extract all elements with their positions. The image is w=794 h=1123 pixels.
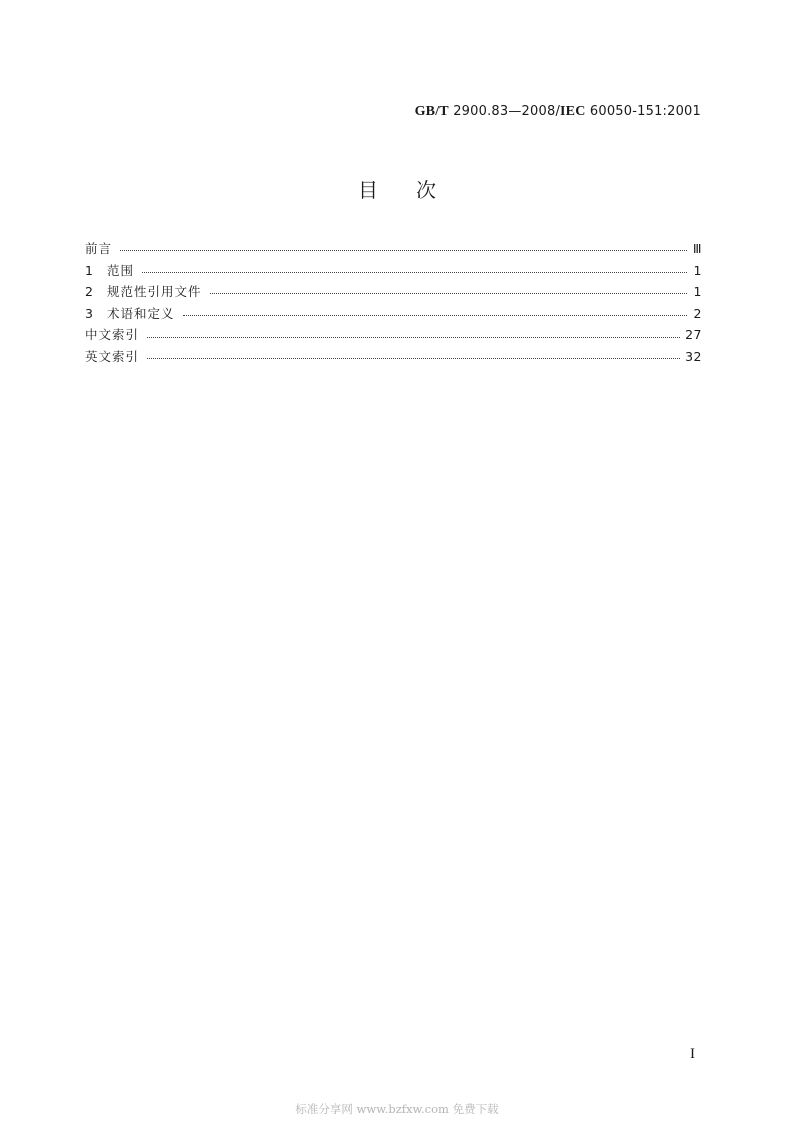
iec-code: 60050-151:2001 bbox=[589, 104, 701, 119]
standard-prefix: GB/T bbox=[414, 104, 449, 119]
toc-entry-foreword[interactable] bbox=[85, 238, 702, 260]
document-header bbox=[415, 104, 701, 120]
toc-entry-page: 32 bbox=[685, 348, 702, 364]
toc-entry-label: 英文索引 bbox=[85, 348, 140, 364]
toc-entry-page: 27 bbox=[685, 327, 702, 343]
standard-code: 2900.83—2008/ bbox=[453, 104, 561, 119]
toc-entry-page: 1 bbox=[693, 284, 702, 300]
toc-entry-english-index[interactable] bbox=[85, 346, 702, 368]
watermark-text: 标准分享网 www.bzfxw.com 免费下载 bbox=[295, 1102, 499, 1116]
toc-entry-number: 2 bbox=[85, 284, 93, 300]
toc-entry-scope[interactable] bbox=[85, 260, 702, 282]
toc-leader-dots bbox=[147, 337, 680, 338]
toc-entry-label: 中文索引 bbox=[85, 327, 140, 343]
toc-entry-label: 规范性引用文件 bbox=[107, 284, 202, 300]
toc-entry-label: 术语和定义 bbox=[107, 305, 175, 321]
toc-leader-dots bbox=[142, 272, 687, 273]
toc-entry-chinese-index[interactable] bbox=[85, 324, 702, 346]
toc-entry-label: 范围 bbox=[107, 262, 135, 278]
page-number: I bbox=[690, 1046, 695, 1062]
toc-entry-number: 1 bbox=[85, 262, 93, 278]
table-of-contents bbox=[85, 238, 702, 368]
toc-leader-dots bbox=[147, 358, 680, 359]
toc-entry-page: 1 bbox=[693, 262, 702, 278]
page-title: 目次 bbox=[358, 178, 474, 202]
toc-entry-page: Ⅲ bbox=[692, 241, 702, 256]
toc-entry-page: 2 bbox=[693, 305, 702, 321]
toc-leader-dots bbox=[120, 250, 687, 251]
toc-entry-number: 3 bbox=[85, 305, 93, 321]
toc-entry-label: 前言 bbox=[85, 241, 113, 256]
toc-entry-terms-definitions[interactable] bbox=[85, 303, 702, 325]
toc-entry-normative-references[interactable] bbox=[85, 281, 702, 303]
iec-prefix: IEC bbox=[560, 104, 586, 119]
toc-leader-dots bbox=[210, 293, 687, 294]
toc-leader-dots bbox=[183, 315, 687, 316]
